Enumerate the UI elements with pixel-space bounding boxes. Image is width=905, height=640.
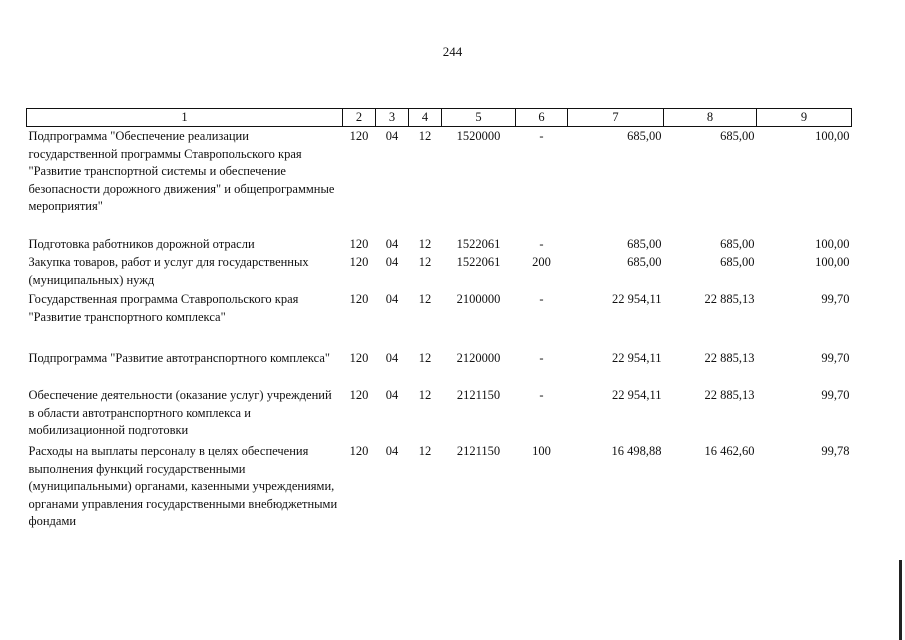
cell-col7: 22 954,11 bbox=[611, 292, 662, 306]
cell-col9: 99,78 bbox=[821, 444, 850, 458]
cell-col5: 2120000 bbox=[456, 351, 501, 365]
cell-col8: 685,00 bbox=[720, 236, 755, 251]
budget-table bbox=[26, 108, 852, 532]
cell-col6: - bbox=[539, 236, 544, 251]
cell-col9: 99,70 bbox=[821, 388, 850, 402]
col-header-7: 7 bbox=[568, 109, 664, 127]
row-description: Закупка товаров, работ и услуг для государственных (муниципальных) нужд bbox=[28, 255, 309, 287]
col-header-1: 1 bbox=[27, 109, 343, 127]
cell-col5: 1520000 bbox=[456, 129, 501, 143]
cell-col2: 120 bbox=[349, 351, 369, 365]
cell-col5: 2121150 bbox=[456, 388, 501, 402]
cell-col7: 685,00 bbox=[627, 255, 662, 269]
cell-col9: 99,70 bbox=[821, 351, 850, 365]
cell-col2: 120 bbox=[349, 129, 369, 143]
cell-col6: - bbox=[539, 351, 544, 365]
cell-col3: 04 bbox=[385, 351, 399, 365]
cell-col8: 22 885,13 bbox=[704, 351, 755, 365]
cell-col7: 16 498,88 bbox=[611, 444, 662, 458]
cell-col8: 22 885,13 bbox=[704, 292, 755, 306]
cell-col5: 2100000 bbox=[456, 292, 501, 306]
col-header-3: 3 bbox=[376, 109, 409, 127]
table-row bbox=[27, 349, 852, 386]
cell-col2: 120 bbox=[349, 255, 369, 269]
col-header-8: 8 bbox=[664, 109, 757, 127]
cell-col6: - bbox=[539, 292, 544, 306]
cell-col4: 12 bbox=[418, 129, 432, 143]
cell-col9: 99,70 bbox=[821, 292, 850, 306]
row-description: Подготовка работников дорожной отрасли bbox=[28, 236, 255, 251]
cell-col5: 1522061 bbox=[456, 255, 501, 269]
cell-col6: 200 bbox=[532, 255, 551, 269]
cell-col6: - bbox=[539, 388, 544, 402]
row-description: Подпрограмма "Обеспечение реализации государственной программы Ставропольского края "Развитие транспортной системы и обеспечение безопасности дорожного движения" и общепрограммные мероприятия" bbox=[28, 129, 335, 213]
col-header-9: 9 bbox=[757, 109, 852, 127]
row-description: Обеспечение деятельности (оказание услуг) учреждений в области автотранспортного комплекса и мобилизационной подготовки bbox=[28, 388, 332, 437]
table-row bbox=[27, 235, 852, 254]
cell-col4: 12 bbox=[418, 444, 432, 458]
table-row bbox=[27, 253, 852, 290]
cell-col4: 12 bbox=[418, 388, 432, 402]
row-description: Подпрограмма "Развитие автотранспортного комплекса" bbox=[28, 351, 330, 365]
table-row bbox=[27, 127, 852, 235]
cell-col9: 100,00 bbox=[815, 129, 850, 143]
page-number: 244 bbox=[442, 44, 463, 59]
cell-col8: 685,00 bbox=[720, 255, 755, 269]
row-description: Государственная программа Ставропольского края "Развитие транспортного комплекса" bbox=[28, 292, 299, 324]
cell-col4: 12 bbox=[418, 351, 432, 365]
cell-col4: 12 bbox=[418, 292, 432, 306]
cell-col8: 685,00 bbox=[720, 129, 755, 143]
cell-col5: 2121150 bbox=[456, 444, 501, 458]
col-header-5: 5 bbox=[442, 109, 516, 127]
header-row bbox=[27, 109, 852, 127]
cell-col4: 12 bbox=[418, 236, 432, 251]
cell-col9: 100,00 bbox=[815, 236, 850, 251]
cell-col6: - bbox=[539, 129, 544, 143]
cell-col9: 100,00 bbox=[815, 255, 850, 269]
col-header-2: 2 bbox=[343, 109, 376, 127]
col-header-6: 6 bbox=[516, 109, 568, 127]
cell-col3: 04 bbox=[385, 444, 399, 458]
cell-col2: 120 bbox=[349, 388, 369, 402]
cell-col3: 04 bbox=[385, 255, 399, 269]
table-row bbox=[27, 386, 852, 442]
cell-col4: 12 bbox=[418, 255, 432, 269]
row-description: Расходы на выплаты персоналу в целях обеспечения выполнения функций государственными (муниципальными) органами, казенными учреждениями, органами управления государственными внебюджетными фондами bbox=[28, 444, 338, 528]
cell-col2: 120 bbox=[349, 292, 369, 306]
cell-col5: 1522061 bbox=[456, 236, 501, 251]
table-row bbox=[27, 442, 852, 532]
cell-col3: 04 bbox=[385, 388, 399, 402]
cell-col7: 685,00 bbox=[627, 236, 662, 251]
cell-col7: 22 954,11 bbox=[611, 388, 662, 402]
cell-col2: 120 bbox=[349, 444, 369, 458]
cell-col7: 685,00 bbox=[627, 129, 662, 143]
col-header-4: 4 bbox=[409, 109, 442, 127]
scan-edge-mark bbox=[899, 560, 902, 640]
cell-col3: 04 bbox=[385, 292, 399, 306]
cell-col3: 04 bbox=[385, 129, 399, 143]
cell-col3: 04 bbox=[385, 236, 399, 251]
cell-col8: 16 462,60 bbox=[704, 444, 755, 458]
cell-col7: 22 954,11 bbox=[611, 351, 662, 365]
cell-col2: 120 bbox=[349, 236, 369, 251]
table-row bbox=[27, 290, 852, 349]
cell-col6: 100 bbox=[532, 444, 551, 458]
cell-col8: 22 885,13 bbox=[704, 388, 755, 402]
